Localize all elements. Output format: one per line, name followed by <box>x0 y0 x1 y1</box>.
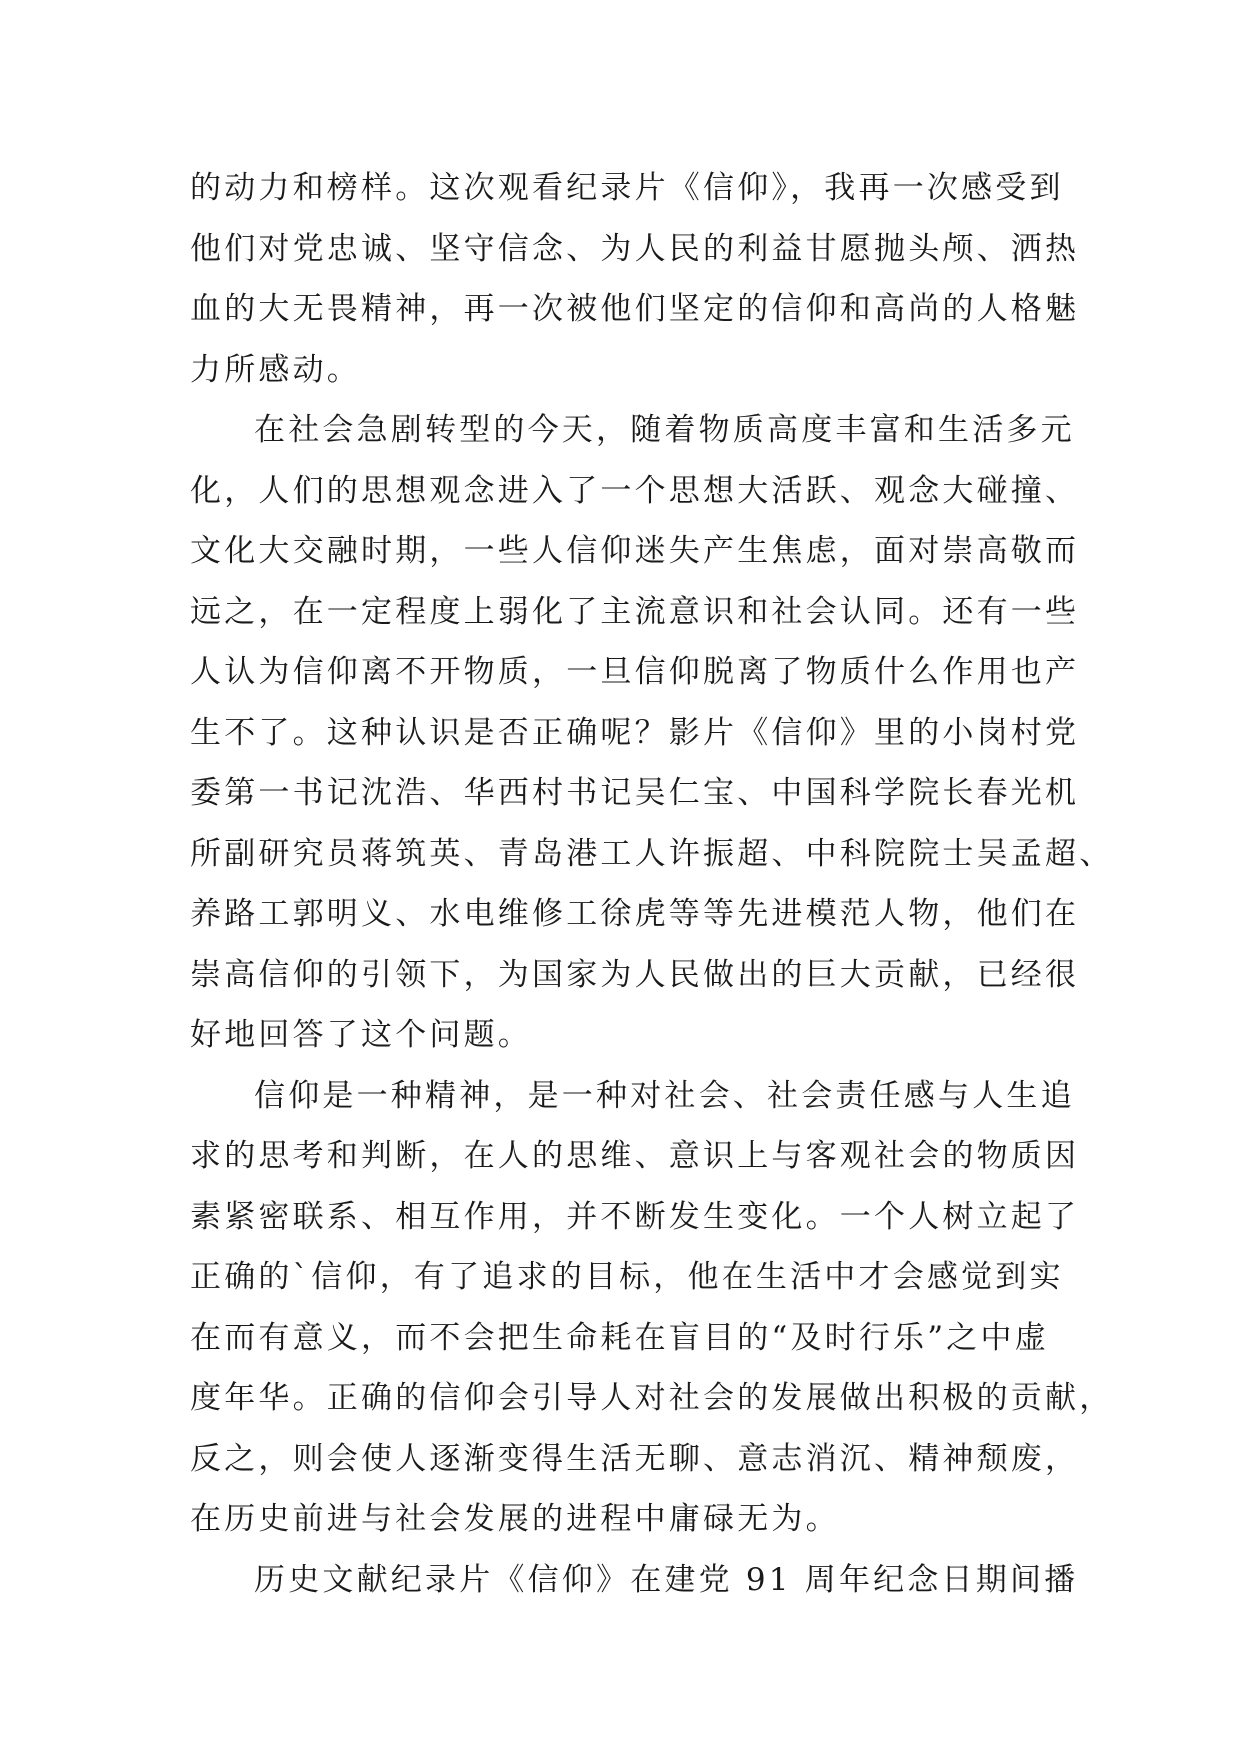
paragraph <box>190 1550 1079 1611</box>
text-line: 远之，在一定程度上弱化了主流意识和社会认同。还有一些 <box>190 593 1080 630</box>
text-line: 在历史前进与社会发展的进程中庸碌无为。 <box>190 1501 840 1537</box>
paragraph <box>190 1066 1114 1550</box>
body-text <box>190 158 1114 1610</box>
text-line: 所副研究员蒋筑英、青岛港工人许振超、中科院院士吴孟超、 <box>190 835 1114 872</box>
text-line: 在社会急剧转型的今天，随着物质高度丰富和生活多元 <box>254 412 1075 448</box>
text-line: 化，人们的思想观念进入了一个思想大活跃、观念大碰撞、 <box>190 472 1080 509</box>
text-line: 崇高信仰的引领下，为国家为人民做出的巨大贡献，已经很 <box>190 956 1080 993</box>
text-line: 反之，则会使人逐渐变得生活无聊、意志消沉、精神颓废， <box>190 1440 1080 1477</box>
text-line: 信仰是一种精神，是一种对社会、社会责任感与人生追 <box>254 1077 1075 1114</box>
text-line: 生不了。这种认识是否正确呢？影片《信仰》里的小岗村党 <box>190 714 1080 751</box>
text-line: 他们对党忠诚、坚守信念、为人民的利益甘愿抛头颅、洒热 <box>190 230 1080 267</box>
text-line: 养路工郭明义、水电维修工徐虎等等先进模范人物，他们在 <box>190 896 1080 932</box>
text-line: 度年华。正确的信仰会引导人对社会的发展做出积极的贡献， <box>190 1380 1114 1416</box>
text-line: 在而有意义，而不会把生命耗在盲目的“及时行乐”之中虚 <box>190 1319 1049 1356</box>
text-line: 文化大交融时期，一些人信仰迷失产生焦虑，面对崇高敬而 <box>190 533 1080 569</box>
text-line: 正确的`信仰，有了追求的目标，他在生活中才会感觉到实 <box>190 1259 1064 1295</box>
paragraph <box>190 158 1080 400</box>
text-line: 血的大无畏精神，再一次被他们坚定的信仰和高尚的人格魅 <box>190 291 1080 327</box>
text-line: 力所感动。 <box>190 351 361 388</box>
text-line: 人认为信仰离不开物质，一旦信仰脱离了物质什么作用也产 <box>190 654 1080 690</box>
text-line: 好地回答了这个问题。 <box>190 1017 532 1053</box>
paragraph <box>190 400 1114 1066</box>
text-line: 的动力和榜样。这次观看纪录片《信仰》，我再一次感受到 <box>190 170 1064 206</box>
text-line: 求的思考和判断，在人的思维、意识上与客观社会的物质因 <box>190 1138 1080 1174</box>
text-line: 历史文献纪录片《信仰》在建党 91 周年纪念日期间播 <box>254 1561 1079 1598</box>
text-line: 素紧密联系、相互作用，并不断发生变化。一个人树立起了 <box>190 1198 1080 1235</box>
text-line: 委第一书记沈浩、华西村书记吴仁宝、中国科学院长春光机 <box>190 775 1080 811</box>
